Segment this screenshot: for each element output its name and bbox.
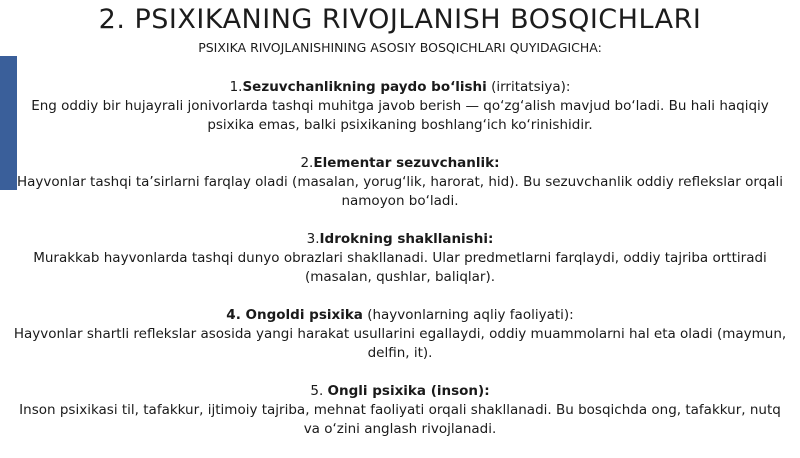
stage-item xyxy=(10,382,790,439)
stage-name: Ongli psixika (inson): xyxy=(327,383,490,399)
stage-description: Hayvonlar shartli reflekslar asosida yangi harakat usullarini egallaydi, oddiy muammolarni hal eta oladi (maymun, delfin, it). xyxy=(13,326,787,361)
stage-description: Hayvonlar tashqi ta’sirlarni farqlay oladi (masalan, yorug‘lik, harorat, hid). Bu sezuvchanlik oddiy reflekslar orqali namoyon bo‘ladi. xyxy=(16,174,784,209)
stage-description: Eng oddiy bir hujayrali jonivorlarda tashqi muhitga javob berish — qo‘zg‘alish mavjud bo‘ladi. Bu hali haqiqiy psixika emas, balki psixikaning boshlang‘ich ko‘rinishidir. xyxy=(31,98,769,133)
stage-item xyxy=(10,306,790,363)
stage-note: (hayvonlarning aqliy faoliyati): xyxy=(362,307,574,323)
stage-item xyxy=(10,154,790,211)
stage-name: 4. Ongoldi psixika xyxy=(226,307,363,323)
stage-description: Murakkab hayvonlarda tashqi dunyo obrazlari shakllanadi. Ular predmetlarni farqlaydi, oddiy tajriba orttiradi (masalan, qushlar, baliqlar). xyxy=(33,250,767,285)
stage-item xyxy=(10,78,790,135)
stage-name: Elementar sezuvchanlik: xyxy=(313,155,500,171)
stage-number: 3. xyxy=(306,231,320,247)
stage-number: 5. xyxy=(310,383,328,399)
stage-number: 2. xyxy=(300,155,314,171)
stage-description: Inson psixikasi til, tafakkur, ijtimoiy tajriba, mehnat faoliyati orqali shakllanadi. Bu bosqichda ong, tafakkur, nutq va o‘zini anglash rivojlanadi. xyxy=(19,402,781,437)
stage-heading xyxy=(10,154,790,173)
stage-name: Sezuvchanlikning paydo bo‘lishi xyxy=(242,79,487,95)
slide-title: 2. PSIXIKANING RIVOJLANISH BOSQICHLARI xyxy=(98,4,702,35)
stage-heading xyxy=(10,306,790,325)
slide-subtitle: PSIXIKA RIVOJLANISHINING ASOSIY BOSQICHLARI QUYIDAGICHA: xyxy=(198,40,602,55)
stages-list xyxy=(10,78,790,458)
stage-note: (irritatsiya): xyxy=(486,79,571,95)
stage-item xyxy=(10,230,790,287)
stage-number: 1. xyxy=(229,79,243,95)
stage-heading xyxy=(10,78,790,97)
stage-heading xyxy=(10,230,790,249)
stage-name: Idrokning shakllanishi: xyxy=(319,231,494,247)
stage-heading xyxy=(10,382,790,401)
